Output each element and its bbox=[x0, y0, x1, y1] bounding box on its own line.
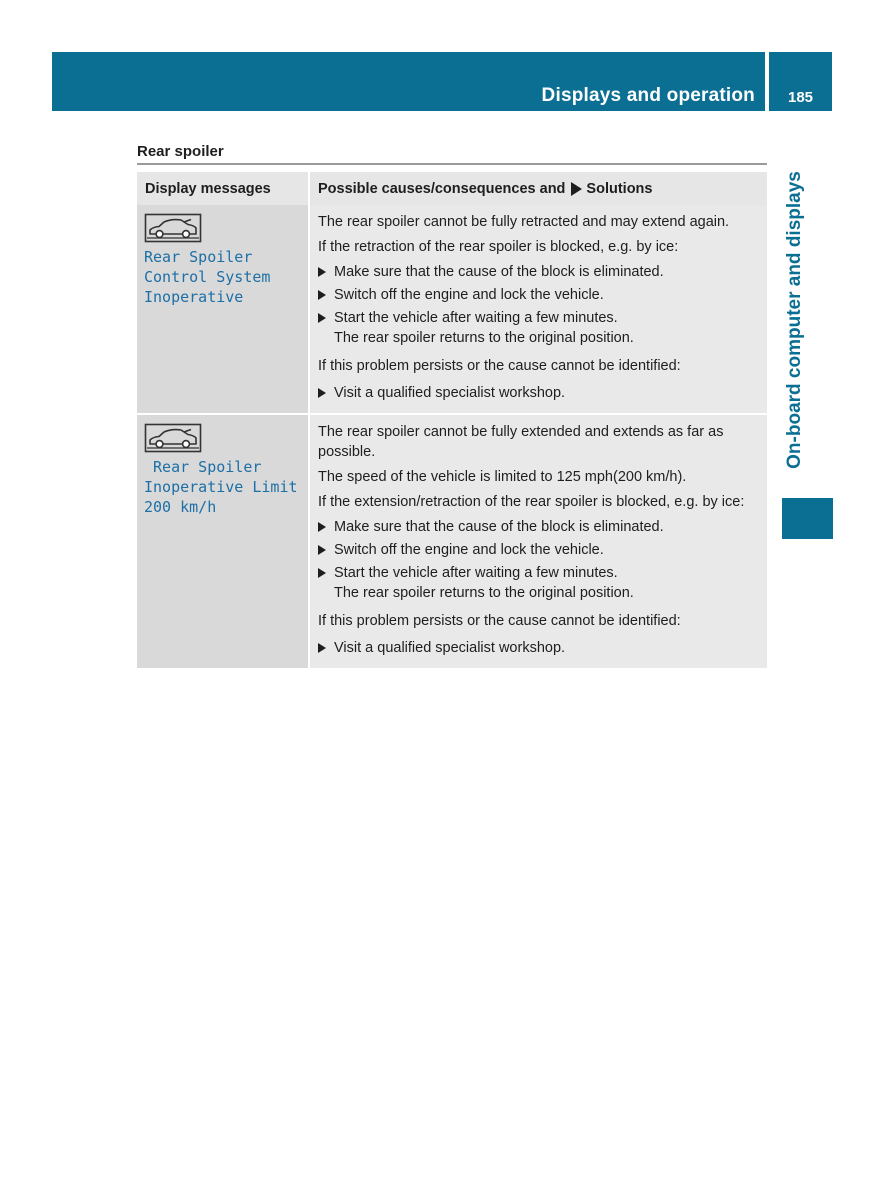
section-divider bbox=[137, 163, 767, 165]
cause-paragraph: If the extension/retraction of the rear spoiler is blocked, e.g. by ice: bbox=[318, 494, 745, 510]
step-text: Make sure that the cause of the block is eliminated. bbox=[334, 519, 664, 535]
side-tab-marker bbox=[782, 498, 833, 539]
car-spoiler-icon bbox=[144, 213, 202, 243]
display-message-cell bbox=[137, 415, 310, 668]
page-number: 185 bbox=[787, 89, 814, 106]
section-title: Rear spoiler bbox=[137, 143, 224, 160]
solution-step bbox=[318, 517, 759, 537]
message-line: Rear Spoiler bbox=[144, 458, 262, 476]
step-text: Switch off the engine and lock the vehicle. bbox=[334, 287, 604, 303]
display-messages-table bbox=[137, 172, 767, 668]
display-message-text bbox=[144, 457, 304, 517]
cause-paragraph: The speed of the vehicle is limited to 125 mph(200 km/h). bbox=[318, 469, 687, 485]
causes-solutions-cell bbox=[310, 415, 767, 668]
message-line: Inoperative bbox=[144, 288, 244, 306]
header-solutions-text: Solutions bbox=[586, 180, 653, 197]
message-line: Inoperative Limit bbox=[144, 478, 298, 496]
message-line: Control System bbox=[144, 268, 271, 286]
arrow-right-icon bbox=[318, 290, 326, 300]
side-tab-label: On-board computer and displays bbox=[784, 171, 805, 469]
cause-paragraph: The rear spoiler cannot be fully retracted and may extend again. bbox=[318, 214, 730, 230]
header-causes-text: Possible causes/consequences and bbox=[318, 180, 566, 197]
cause-paragraph: The rear spoiler cannot be fully extended and extends as far as possible. bbox=[318, 424, 724, 460]
arrow-right-icon bbox=[318, 388, 326, 398]
arrow-right-icon bbox=[318, 568, 326, 578]
solution-step bbox=[318, 563, 759, 583]
step-result-text: The rear spoiler returns to the original position. bbox=[334, 330, 634, 346]
arrow-right-icon bbox=[318, 643, 326, 653]
arrow-right-icon bbox=[318, 313, 326, 323]
persist-paragraph: If this problem persists or the cause cannot be identified: bbox=[318, 613, 681, 629]
causes-solutions-cell bbox=[310, 205, 767, 413]
arrow-right-icon bbox=[571, 182, 582, 196]
solution-step bbox=[318, 540, 759, 560]
page-number-box bbox=[769, 52, 832, 111]
message-line: Rear Spoiler bbox=[144, 248, 253, 266]
arrow-right-icon bbox=[318, 522, 326, 532]
step-text: Start the vehicle after waiting a few minutes. bbox=[334, 310, 618, 326]
table-header-row bbox=[137, 172, 767, 205]
arrow-right-icon bbox=[318, 545, 326, 555]
persist-paragraph: If this problem persists or the cause cannot be identified: bbox=[318, 358, 681, 374]
header-bar bbox=[52, 52, 765, 111]
cause-paragraph: If the retraction of the rear spoiler is blocked, e.g. by ice: bbox=[318, 239, 679, 255]
car-spoiler-icon bbox=[144, 423, 202, 453]
solution-step bbox=[318, 285, 759, 305]
solution-step bbox=[318, 262, 759, 282]
header-display-messages: Display messages bbox=[137, 172, 310, 205]
header-causes-solutions bbox=[310, 172, 767, 205]
step-text: Visit a qualified specialist workshop. bbox=[334, 640, 566, 656]
step-result bbox=[318, 328, 759, 348]
table-row bbox=[137, 205, 767, 413]
display-message-cell bbox=[137, 205, 310, 413]
solution-step bbox=[318, 383, 759, 403]
step-text: Start the vehicle after waiting a few minutes. bbox=[334, 565, 618, 581]
step-result bbox=[318, 583, 759, 603]
solution-step bbox=[318, 308, 759, 328]
step-text: Switch off the engine and lock the vehicle. bbox=[334, 542, 604, 558]
side-tab bbox=[782, 150, 808, 490]
step-text: Visit a qualified specialist workshop. bbox=[334, 385, 566, 401]
message-line: 200 km/h bbox=[144, 498, 217, 516]
display-message-text bbox=[144, 247, 304, 307]
step-text: Make sure that the cause of the block is eliminated. bbox=[334, 264, 664, 280]
step-result-text: The rear spoiler returns to the original position. bbox=[334, 585, 634, 601]
table-row bbox=[137, 413, 767, 668]
page-title: Displays and operation bbox=[541, 85, 755, 106]
solution-step bbox=[318, 638, 759, 658]
arrow-right-icon bbox=[318, 267, 326, 277]
